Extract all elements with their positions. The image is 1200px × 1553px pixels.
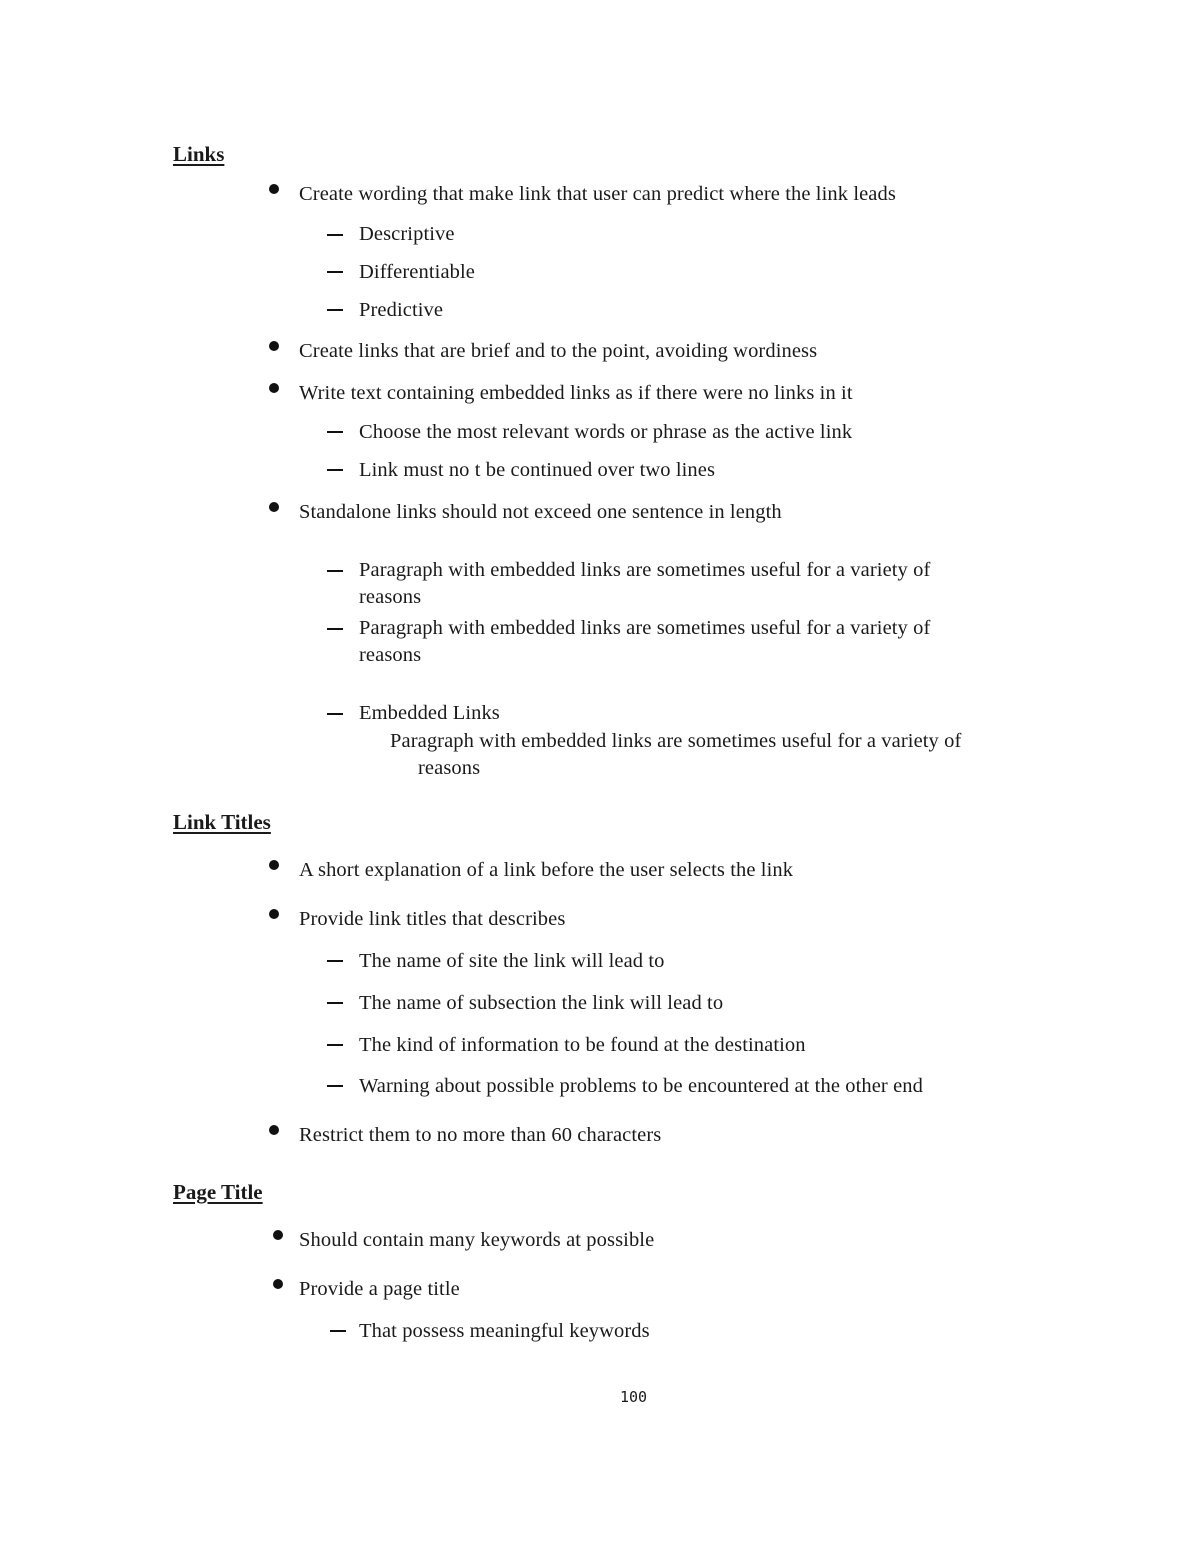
sub-list-item: Paragraph with embedded links are sometimes useful for a variety of	[359, 559, 931, 581]
bullet-icon	[269, 860, 279, 870]
bullet-icon	[273, 1279, 283, 1289]
sub-list-item: Differentiable	[359, 261, 475, 283]
list-item: Create wording that make link that user can predict where the link leads	[299, 183, 896, 205]
dash-icon	[327, 570, 343, 572]
sub-list-item: Predictive	[359, 299, 444, 321]
section-heading-links: Links	[173, 142, 225, 166]
list-item: Restrict them to no more than 60 characters	[299, 1124, 662, 1146]
bullet-icon	[269, 383, 279, 393]
sub-list-item: Descriptive	[359, 223, 455, 245]
list-item: Standalone links should not exceed one sentence in length	[299, 501, 782, 523]
bullet-icon	[269, 184, 279, 194]
dash-icon	[327, 469, 343, 471]
list-item: Provide link titles that describes	[299, 908, 566, 930]
sub-list-item: Link must no t be continued over two lines	[359, 459, 716, 481]
dash-icon	[327, 271, 343, 273]
list-item: Create links that are brief and to the point, avoiding wordiness	[299, 340, 818, 362]
sub-list-item-continuation: reasons	[359, 644, 422, 666]
dash-icon	[327, 628, 343, 630]
list-item: Should contain many keywords at possible	[299, 1229, 655, 1251]
dash-icon	[327, 234, 343, 236]
sub-list-item: Warning about possible problems to be encountered at the other end	[359, 1075, 923, 1097]
sub-list-item: The kind of information to be found at the destination	[359, 1034, 806, 1056]
dash-icon	[327, 1002, 343, 1004]
paragraph-line: reasons	[418, 757, 481, 779]
bullet-icon	[273, 1230, 283, 1240]
bullet-icon	[269, 341, 279, 351]
dash-icon	[330, 1330, 346, 1332]
sub-list-item: Paragraph with embedded links are sometimes useful for a variety of	[359, 617, 931, 639]
dash-icon	[327, 431, 343, 433]
dash-icon	[327, 960, 343, 962]
bullet-icon	[269, 1125, 279, 1135]
section-heading-page-title: Page Title	[173, 1180, 263, 1204]
dash-icon	[327, 1044, 343, 1046]
section-heading-link-titles: Link Titles	[173, 810, 271, 834]
page-number: 100	[620, 1388, 648, 1406]
dash-icon	[327, 1085, 343, 1087]
sub-list-item: The name of subsection the link will lead to	[359, 992, 724, 1014]
paragraph-line: Paragraph with embedded links are sometimes useful for a variety of	[390, 730, 962, 752]
bullet-icon	[269, 909, 279, 919]
list-item: A short explanation of a link before the user selects the link	[299, 859, 794, 881]
sub-list-item: The name of site the link will lead to	[359, 950, 665, 972]
sub-list-item-continuation: reasons	[359, 586, 422, 608]
sub-list-item: Choose the most relevant words or phrase as the active link	[359, 421, 853, 443]
dash-icon	[327, 309, 343, 311]
sub-list-item: That possess meaningful keywords	[359, 1320, 650, 1342]
sub-list-item: Embedded Links	[359, 702, 500, 724]
dash-icon	[327, 713, 343, 715]
list-item: Provide a page title	[299, 1278, 460, 1300]
list-item: Write text containing embedded links as if there were no links in it	[299, 382, 853, 404]
bullet-icon	[269, 502, 279, 512]
